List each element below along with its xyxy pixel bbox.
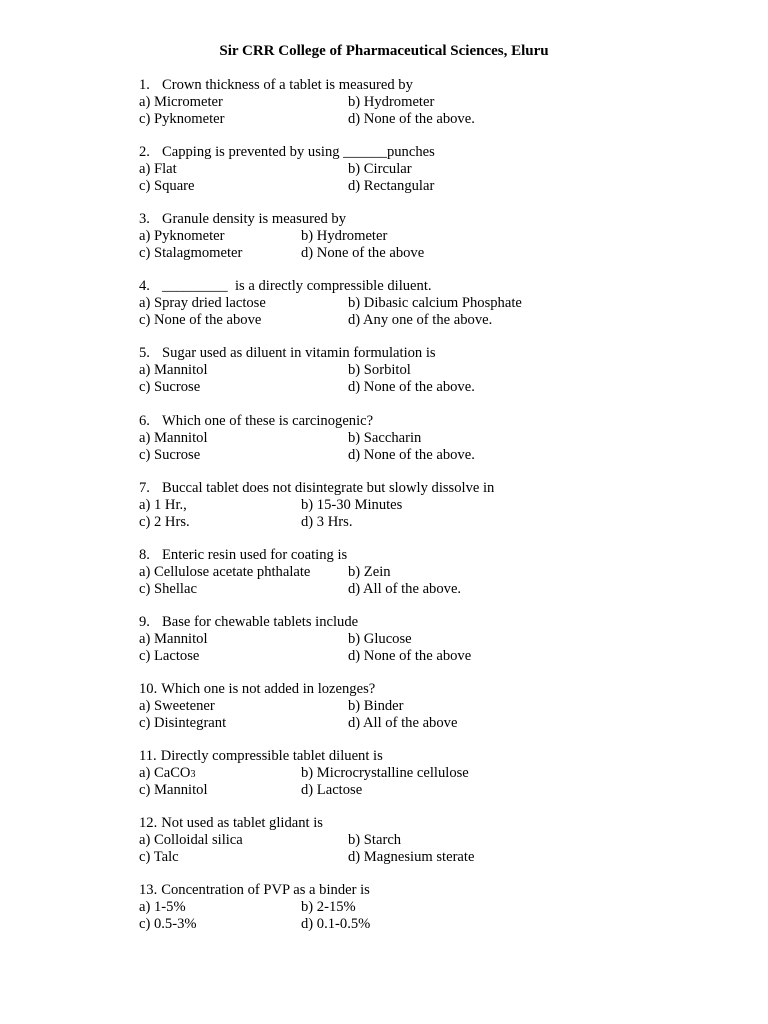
question-number: 5.: [139, 345, 150, 361]
question-text: Enteric resin used for coating is: [162, 547, 348, 563]
question-7: [139, 480, 699, 530]
question-text: Not used as tablet glidant is: [161, 815, 323, 831]
question-number: 13.: [139, 882, 158, 898]
option-c: c) Sucrose: [139, 378, 201, 395]
question-5: [139, 345, 699, 395]
question-text: Buccal tablet does not disintegrate but slowly dissolve in: [162, 480, 495, 496]
option-a-formula: a) CaCO: [139, 764, 191, 781]
option-b: b) Microcrystalline cellulose: [301, 764, 469, 781]
question-12: [139, 815, 699, 865]
option-b: b) Circular: [348, 160, 412, 177]
option-c: c) Disintegrant: [139, 714, 227, 731]
option-a: a) Flat: [139, 160, 177, 177]
question-text: Base for chewable tablets include: [162, 614, 359, 630]
option-c: c) Mannitol: [139, 781, 208, 798]
question-13: [139, 882, 699, 932]
option-d: d) None of the above: [348, 647, 472, 664]
question-text: _________ is a directly compressible diluent.: [162, 278, 432, 294]
question-text: Which one of these is carcinogenic?: [162, 413, 374, 429]
option-d: d) Any one of the above.: [348, 311, 493, 328]
option-d: d) All of the above.: [348, 580, 462, 597]
option-d: d) 0.1-0.5%: [301, 915, 371, 932]
option-b: b) Binder: [348, 697, 404, 714]
option-a: a) Mannitol: [139, 630, 208, 647]
question-text: Concentration of PVP as a binder is: [161, 882, 370, 898]
option-c: c) 0.5-3%: [139, 915, 197, 932]
option-d: d) Magnesium sterate: [348, 848, 475, 865]
option-d: d) All of the above: [348, 714, 458, 731]
question-3: [139, 211, 699, 261]
question-1: [139, 77, 699, 127]
option-d: d) None of the above.: [348, 378, 475, 395]
option-d: d) Rectangular: [348, 177, 435, 194]
question-text: Which one is not added in lozenges?: [161, 681, 376, 697]
option-d: d) Lactose: [301, 781, 363, 798]
question-number: 7.: [139, 480, 150, 496]
page-title: Sir CRR College of Pharmaceutical Sciences, Eluru: [219, 43, 549, 59]
option-a: a) Micrometer: [139, 93, 223, 110]
option-b: b) Saccharin: [348, 429, 422, 446]
question-number: 8.: [139, 547, 150, 563]
question-number: 4.: [139, 278, 150, 294]
option-d: d) None of the above.: [348, 446, 475, 463]
option-b: b) Hydrometer: [348, 93, 435, 110]
option-c: c) Shellac: [139, 580, 197, 597]
option-c: c) Square: [139, 177, 195, 194]
question-11: [139, 748, 699, 798]
question-number: 10.: [139, 681, 158, 697]
question-9: [139, 614, 699, 664]
option-d: d) None of the above.: [348, 110, 475, 127]
question-number: 6.: [139, 413, 150, 429]
option-c: c) Lactose: [139, 647, 200, 664]
question-number: 9.: [139, 614, 150, 630]
question-6: [139, 413, 699, 463]
option-b: b) 2-15%: [301, 898, 356, 915]
option-a: a) 1 Hr.,: [139, 496, 187, 513]
option-c: c) Sucrose: [139, 446, 201, 463]
option-b: b) 15-30 Minutes: [301, 496, 403, 513]
option-b: b) Zein: [348, 563, 391, 580]
option-a: a) 1-5%: [139, 898, 186, 915]
subscript-three: 3: [190, 768, 196, 780]
option-a: a) Mannitol: [139, 429, 208, 446]
option-a: a) Cellulose acetate phthalate: [139, 563, 311, 580]
option-b: b) Starch: [348, 831, 402, 848]
option-c: c) None of the above: [139, 311, 262, 328]
option-c: c) Talc: [139, 848, 179, 865]
question-4: [139, 278, 699, 328]
option-b: b) Hydrometer: [301, 227, 388, 244]
option-b: b) Dibasic calcium Phosphate: [348, 294, 522, 311]
question-10: [139, 681, 699, 731]
question-text: Directly compressible tablet diluent is: [160, 748, 383, 764]
question-number: 11.: [139, 748, 157, 764]
option-d: d) 3 Hrs.: [301, 513, 353, 530]
question-number: 12.: [139, 815, 158, 831]
option-c: c) Stalagmometer: [139, 244, 243, 261]
question-text: Crown thickness of a tablet is measured by: [162, 77, 413, 93]
question-text: Sugar used as diluent in vitamin formulation is: [162, 345, 436, 361]
option-a: a) Pyknometer: [139, 227, 225, 244]
option-a: a) Spray dried lactose: [139, 294, 266, 311]
option-c: c) 2 Hrs.: [139, 513, 190, 530]
question-2: [139, 144, 699, 194]
option-c: c) Pyknometer: [139, 110, 225, 127]
question-number: 2.: [139, 144, 150, 160]
question-number: 3.: [139, 211, 150, 227]
option-a: a) Mannitol: [139, 361, 208, 378]
question-number: 1.: [139, 77, 150, 93]
question-8: [139, 547, 699, 597]
question-text: Granule density is measured by: [162, 211, 346, 227]
option-b: b) Sorbitol: [348, 361, 411, 378]
option-b: b) Glucose: [348, 630, 412, 647]
option-d: d) None of the above: [301, 244, 425, 261]
option-a: a) Sweetener: [139, 697, 215, 714]
question-text: Capping is prevented by using ______punches: [162, 144, 435, 160]
option-a: a) Colloidal silica: [139, 831, 243, 848]
